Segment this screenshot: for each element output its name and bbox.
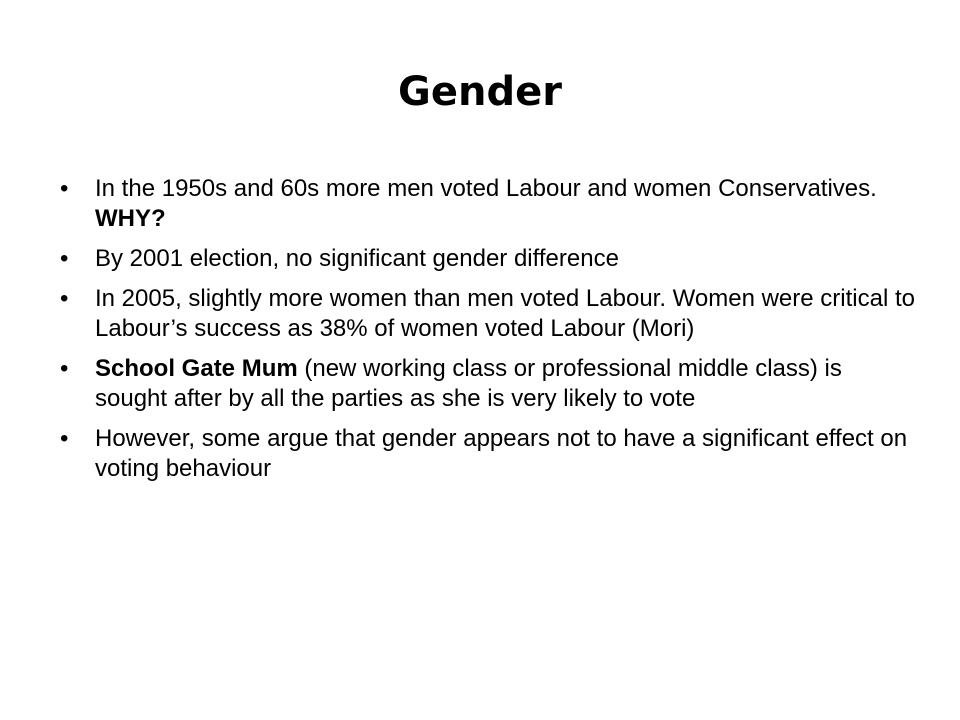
bullet-text: However, some argue that gender appears not to have a significant effect on voting behaviour: [95, 425, 908, 482]
bullet-list: [60, 174, 920, 494]
bullet-item-school-gate-mum: [60, 354, 920, 414]
bullet-item-2005: [60, 284, 920, 344]
bullet-marker: •: [60, 245, 69, 272]
bullet-text: In 2005, slightly more women than men voted Labour. Women were critical to Labour’s success as 38% of women voted Labour (Mori): [95, 285, 915, 342]
bullet-emphasis: WHY?: [95, 205, 166, 232]
bullet-item-however: [60, 424, 920, 484]
bullet-marker: •: [60, 425, 69, 452]
bullet-text: In the 1950s and 60s more men voted Labour and women Conservatives.: [95, 175, 877, 202]
bullet-item-1950s: [60, 174, 920, 234]
bullet-item-2001: [60, 244, 920, 274]
bullet-marker: •: [60, 285, 69, 312]
bullet-marker: •: [60, 355, 69, 382]
slide-title: Gender: [398, 69, 562, 115]
bullet-marker: •: [60, 175, 69, 202]
bullet-text: (new working class or professional middle class) is sought after by all the parties as she is very likely to vote: [95, 355, 842, 412]
bullet-emphasis: School Gate Mum: [95, 355, 298, 382]
bullet-text: By 2001 election, no significant gender difference: [95, 245, 619, 272]
